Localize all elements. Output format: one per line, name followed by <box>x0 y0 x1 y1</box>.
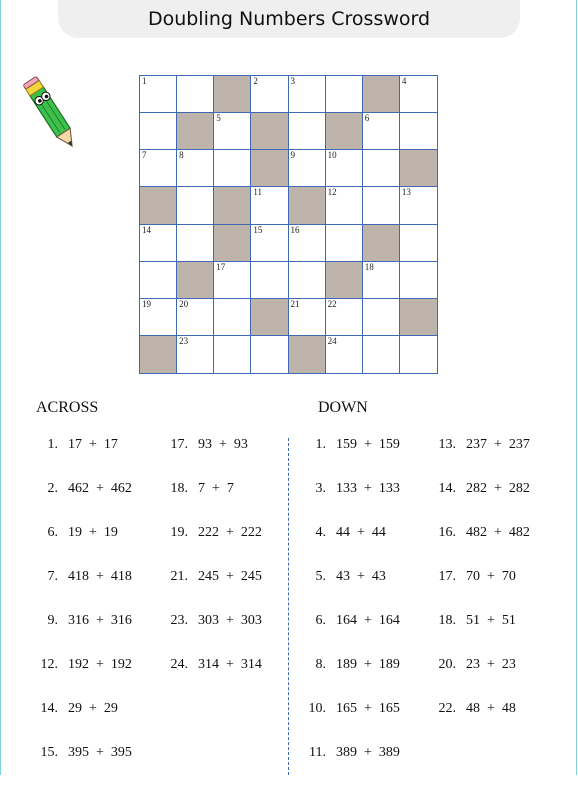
clue-number: 14. <box>438 481 456 496</box>
down-clues-column-1 <box>304 436 400 788</box>
clue-text: 19 + 19 <box>68 525 118 540</box>
grid-cell[interactable] <box>214 336 251 373</box>
grid-cell[interactable] <box>363 262 400 299</box>
clue-item <box>166 480 262 524</box>
grid-cell-blocked <box>363 225 400 262</box>
cell-number: 7 <box>142 150 147 161</box>
clue-item <box>36 744 132 788</box>
grid-cell[interactable] <box>214 299 251 336</box>
clue-number: 4. <box>315 525 326 540</box>
clue-number: 22. <box>438 701 456 716</box>
grid-cell[interactable] <box>363 187 400 224</box>
clue-text: 303 + 303 <box>198 613 262 628</box>
crossword-grid <box>139 75 438 374</box>
cell-number: 15 <box>253 224 263 235</box>
grid-cell[interactable] <box>140 113 177 150</box>
clue-number: 7. <box>47 569 58 584</box>
clue-number: 2. <box>47 481 58 496</box>
cell-number: 20 <box>179 298 189 309</box>
cell-number: 6 <box>364 113 370 124</box>
clue-item <box>166 568 262 612</box>
page-border-right <box>576 0 577 775</box>
clue-text: 48 + 48 <box>466 701 516 716</box>
clue-number: 6. <box>47 525 58 540</box>
grid-cell[interactable] <box>140 262 177 299</box>
grid-cell[interactable] <box>363 336 400 373</box>
cell-number: 11 <box>253 187 263 198</box>
clue-item <box>36 700 132 744</box>
grid-cell-blocked <box>400 299 437 336</box>
grid-cell[interactable] <box>400 187 437 224</box>
pencil-mascot-icon <box>22 72 82 158</box>
grid-cell[interactable] <box>177 150 214 187</box>
grid-cell[interactable] <box>177 76 214 113</box>
clue-number: 21. <box>170 569 188 584</box>
clue-number: 9. <box>47 613 58 628</box>
clue-item <box>166 524 262 568</box>
clue-number: 18. <box>438 613 456 628</box>
clue-item <box>434 524 530 568</box>
clue-item <box>304 612 400 656</box>
grid-cell[interactable] <box>251 262 288 299</box>
clue-item <box>304 480 400 524</box>
cell-number: 17 <box>216 261 226 272</box>
grid-cell-blocked <box>140 336 177 373</box>
grid-cell[interactable] <box>177 225 214 262</box>
grid-cell-blocked <box>251 113 288 150</box>
clue-text: 222 + 222 <box>198 525 262 540</box>
cell-number: 5 <box>216 113 221 124</box>
grid-cell[interactable] <box>289 299 326 336</box>
grid-cell[interactable] <box>214 262 251 299</box>
clue-item <box>166 436 262 480</box>
clue-text: 165 + 165 <box>336 701 400 716</box>
clue-number: 5. <box>315 569 326 584</box>
grid-cell-blocked <box>400 150 437 187</box>
clue-text: 395 + 395 <box>68 745 132 760</box>
cell-number: 18 <box>364 261 374 272</box>
down-clues-column-2 <box>434 436 530 744</box>
grid-cell[interactable] <box>326 187 363 224</box>
grid-cell-blocked <box>326 262 363 299</box>
clue-item <box>304 656 400 700</box>
clue-text: 316 + 316 <box>68 613 132 628</box>
grid-cell-blocked <box>177 262 214 299</box>
grid-cell[interactable] <box>326 150 363 187</box>
grid-cell-blocked <box>214 225 251 262</box>
clue-number: 10. <box>308 701 326 716</box>
clue-text: 418 + 418 <box>68 569 132 584</box>
grid-cell-blocked <box>251 299 288 336</box>
cell-number: 24 <box>327 335 337 346</box>
cell-number: 19 <box>142 298 151 309</box>
clue-item <box>36 656 132 700</box>
clue-text: 159 + 159 <box>336 437 400 452</box>
grid-cell[interactable] <box>289 225 326 262</box>
clue-text: 7 + 7 <box>198 481 234 496</box>
clue-number: 16. <box>438 525 456 540</box>
clue-number: 3. <box>315 481 326 496</box>
clue-number: 15. <box>40 745 58 760</box>
across-clues-column-2 <box>166 436 262 700</box>
grid-cell[interactable] <box>251 76 288 113</box>
clue-text: 282 + 282 <box>466 481 530 496</box>
grid-cell[interactable] <box>289 150 326 187</box>
grid-cell[interactable] <box>363 150 400 187</box>
grid-cell-blocked <box>140 187 177 224</box>
clue-item <box>434 568 530 612</box>
clue-number: 19. <box>170 525 188 540</box>
grid-cell-blocked <box>289 336 326 373</box>
clue-text: 29 + 29 <box>68 701 118 716</box>
down-heading: DOWN <box>318 399 368 416</box>
clue-item <box>304 524 400 568</box>
clue-text: 462 + 462 <box>68 481 132 496</box>
grid-cell[interactable] <box>214 150 251 187</box>
clue-number: 8. <box>315 657 326 672</box>
clue-text: 43 + 43 <box>336 569 386 584</box>
cell-number: 22 <box>327 298 337 309</box>
grid-cell[interactable] <box>363 299 400 336</box>
grid-cell[interactable] <box>140 150 177 187</box>
clue-text: 189 + 189 <box>336 657 400 672</box>
clue-item <box>36 568 132 612</box>
grid-cell[interactable] <box>363 113 400 150</box>
grid-cell[interactable] <box>177 299 214 336</box>
clue-number: 1. <box>47 437 58 452</box>
grid-cell-blocked <box>289 187 326 224</box>
clue-number: 18. <box>170 481 188 496</box>
cell-number: 8 <box>179 150 184 161</box>
grid-cell[interactable] <box>251 225 288 262</box>
clue-text: 51 + 51 <box>466 613 516 628</box>
clue-text: 93 + 93 <box>198 437 248 452</box>
clue-divider <box>288 438 289 775</box>
clue-text: 245 + 245 <box>198 569 262 584</box>
grid-cell-blocked <box>177 113 214 150</box>
grid-cell[interactable] <box>326 336 363 373</box>
clue-text: 133 + 133 <box>336 481 400 496</box>
clue-text: 237 + 237 <box>466 437 530 452</box>
grid-cell[interactable] <box>140 299 177 336</box>
clue-text: 70 + 70 <box>466 569 516 584</box>
grid-cell[interactable] <box>214 113 251 150</box>
cell-number: 4 <box>401 76 407 86</box>
across-heading: ACROSS <box>36 399 99 416</box>
cell-number: 13 <box>401 187 411 198</box>
clue-item <box>434 656 530 700</box>
clue-item <box>36 612 132 656</box>
grid-cell-blocked <box>363 76 400 113</box>
cell-number: 10 <box>327 150 337 161</box>
clue-number: 13. <box>438 437 456 452</box>
cell-number: 23 <box>179 335 189 346</box>
clue-item <box>36 480 132 524</box>
clue-number: 11. <box>309 745 326 760</box>
clue-item <box>434 480 530 524</box>
clue-text: 192 + 192 <box>68 657 132 672</box>
cell-number: 16 <box>290 224 300 235</box>
grid-cell[interactable] <box>400 76 437 113</box>
grid-cell[interactable] <box>251 336 288 373</box>
clue-item <box>434 436 530 480</box>
grid-cell-blocked <box>251 150 288 187</box>
clue-number: 14. <box>40 701 58 716</box>
grid-cell-blocked <box>214 76 251 113</box>
clue-item <box>434 700 530 744</box>
clue-text: 389 + 389 <box>336 745 400 760</box>
clue-text: 17 + 17 <box>68 437 118 452</box>
clue-text: 482 + 482 <box>466 525 530 540</box>
grid-cell[interactable] <box>177 187 214 224</box>
grid-cell[interactable] <box>400 336 437 373</box>
cell-number: 3 <box>290 76 295 86</box>
grid-cell[interactable] <box>326 225 363 262</box>
clue-text: 44 + 44 <box>336 525 386 540</box>
cell-number: 21 <box>290 298 300 309</box>
clue-text: 23 + 23 <box>466 657 516 672</box>
grid-cell[interactable] <box>400 262 437 299</box>
clue-number: 24. <box>170 657 188 672</box>
clue-item <box>36 524 132 568</box>
clue-number: 1. <box>315 437 326 452</box>
grid-cell[interactable] <box>140 225 177 262</box>
grid-cell[interactable] <box>400 113 437 150</box>
across-clues-column-1 <box>36 436 132 788</box>
grid-cell[interactable] <box>326 76 363 113</box>
title-banner <box>58 0 520 38</box>
clue-item <box>304 568 400 612</box>
clue-item <box>304 744 400 788</box>
cell-number: 12 <box>327 187 337 198</box>
grid-cell[interactable] <box>140 76 177 113</box>
clue-item <box>36 436 132 480</box>
clue-number: 17. <box>170 437 188 452</box>
clue-item <box>434 612 530 656</box>
clue-number: 17. <box>438 569 456 584</box>
cell-number: 14 <box>142 224 151 235</box>
cell-number: 1 <box>142 76 147 86</box>
page-border-left <box>0 0 1 775</box>
clue-text: 164 + 164 <box>336 613 400 628</box>
clue-number: 23. <box>170 613 188 628</box>
grid-cell[interactable] <box>289 113 326 150</box>
grid-cell[interactable] <box>289 262 326 299</box>
grid-cell-blocked <box>214 187 251 224</box>
cell-number: 2 <box>253 76 258 86</box>
grid-cell[interactable] <box>326 299 363 336</box>
cell-number: 9 <box>290 150 295 161</box>
grid-cell[interactable] <box>177 336 214 373</box>
grid-cell[interactable] <box>251 187 288 224</box>
clue-item <box>304 700 400 744</box>
clue-number: 20. <box>438 657 456 672</box>
clue-item <box>166 656 262 700</box>
clue-number: 6. <box>315 613 326 628</box>
clue-number: 12. <box>40 657 58 672</box>
grid-cell[interactable] <box>289 76 326 113</box>
clue-item <box>304 436 400 480</box>
page-title: Doubling Numbers Crossword <box>147 8 431 30</box>
clue-text: 314 + 314 <box>198 657 262 672</box>
clue-item <box>166 612 262 656</box>
grid-cell[interactable] <box>400 225 437 262</box>
grid-cell-blocked <box>326 113 363 150</box>
